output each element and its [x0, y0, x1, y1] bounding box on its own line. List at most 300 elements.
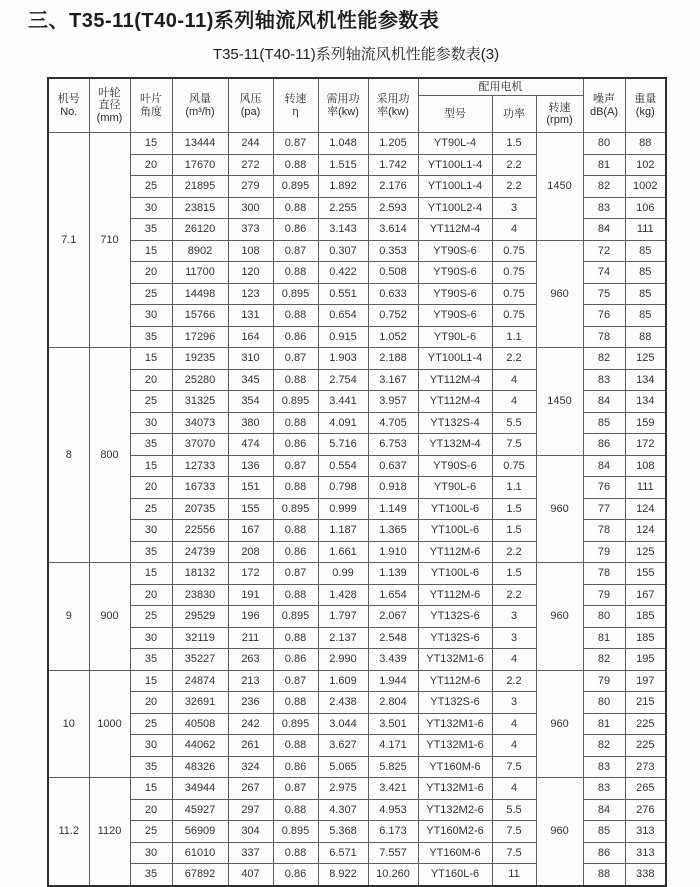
- required-power-cell: 3.627: [318, 735, 368, 757]
- required-power-cell: 2.754: [318, 369, 368, 391]
- flow-cell: 32119: [172, 627, 228, 649]
- required-power-cell: 0.307: [318, 240, 368, 262]
- flow-cell: 31325: [172, 391, 228, 413]
- diameter-cell: 800: [89, 348, 130, 563]
- col-header-flow: 风量 (m³/h): [172, 78, 228, 133]
- motor-power-cell: 1.1: [492, 477, 536, 499]
- weight-cell: 155: [625, 563, 666, 585]
- used-power-cell: 1.742: [368, 154, 418, 176]
- motor-model-cell: YT112M-4: [418, 391, 492, 413]
- motor-model-cell: YT132S-6: [418, 606, 492, 628]
- motor-power-cell: 2.2: [492, 176, 536, 198]
- pressure-cell: 261: [228, 735, 273, 757]
- flow-cell: 8902: [172, 240, 228, 262]
- blade-angle-cell: 35: [130, 326, 172, 348]
- motor-model-cell: YT100L-6: [418, 498, 492, 520]
- required-power-cell: 0.554: [318, 455, 368, 477]
- required-power-cell: 5.716: [318, 434, 368, 456]
- pressure-cell: 123: [228, 283, 273, 305]
- flow-cell: 67892: [172, 864, 228, 886]
- motor-model-cell: YT160M-6: [418, 756, 492, 778]
- used-power-cell: 1.149: [368, 498, 418, 520]
- noise-cell: 74: [583, 262, 625, 284]
- motor-model-cell: YT90S-6: [418, 262, 492, 284]
- pressure-cell: 136: [228, 455, 273, 477]
- pressure-cell: 191: [228, 584, 273, 606]
- col-header-machine-no: 机号 No.: [48, 78, 89, 133]
- noise-cell: 80: [583, 606, 625, 628]
- blade-angle-cell: 15: [130, 348, 172, 370]
- blade-angle-cell: 35: [130, 219, 172, 241]
- blade-angle-cell: 20: [130, 799, 172, 821]
- noise-cell: 79: [583, 670, 625, 692]
- required-power-cell: 5.368: [318, 821, 368, 843]
- motor-model-cell: YT132S-6: [418, 692, 492, 714]
- weight-cell: 185: [625, 627, 666, 649]
- pressure-cell: 108: [228, 240, 273, 262]
- used-power-cell: 4.705: [368, 412, 418, 434]
- motor-model-cell: YT90L-6: [418, 477, 492, 499]
- diameter-cell: 900: [89, 563, 130, 671]
- pressure-cell: 373: [228, 219, 273, 241]
- required-power-cell: 2.255: [318, 197, 368, 219]
- blade-angle-cell: 35: [130, 649, 172, 671]
- motor-rpm-cell: 1450: [536, 133, 583, 241]
- motor-model-cell: YT112M-4: [418, 369, 492, 391]
- blade-angle-cell: 15: [130, 778, 172, 800]
- col-header-used-power: 采用功 率(kw): [368, 78, 418, 133]
- noise-cell: 86: [583, 434, 625, 456]
- required-power-cell: 1.048: [318, 133, 368, 155]
- blade-angle-cell: 15: [130, 563, 172, 585]
- motor-power-cell: 1.1: [492, 326, 536, 348]
- flow-cell: 20735: [172, 498, 228, 520]
- machine-no-cell: 9: [48, 563, 89, 671]
- blade-angle-cell: 15: [130, 455, 172, 477]
- motor-model-cell: YT100L1-4: [418, 348, 492, 370]
- speed-eta-cell: 0.86: [273, 649, 318, 671]
- fan-spec-table: [47, 77, 667, 887]
- noise-cell: 88: [583, 864, 625, 886]
- noise-cell: 85: [583, 412, 625, 434]
- speed-eta-cell: 0.88: [273, 799, 318, 821]
- blade-angle-cell: 20: [130, 584, 172, 606]
- flow-cell: 24874: [172, 670, 228, 692]
- motor-power-cell: 7.5: [492, 756, 536, 778]
- speed-eta-cell: 0.895: [273, 713, 318, 735]
- speed-eta-cell: 0.88: [273, 412, 318, 434]
- weight-cell: 185: [625, 606, 666, 628]
- motor-model-cell: YT90L-6: [418, 326, 492, 348]
- required-power-cell: 1.609: [318, 670, 368, 692]
- speed-eta-cell: 0.86: [273, 756, 318, 778]
- flow-cell: 16733: [172, 477, 228, 499]
- motor-rpm-cell: 960: [536, 455, 583, 563]
- required-power-cell: 6.571: [318, 842, 368, 864]
- weight-cell: 276: [625, 799, 666, 821]
- pressure-cell: 407: [228, 864, 273, 886]
- pressure-cell: 272: [228, 154, 273, 176]
- required-power-cell: 1.892: [318, 176, 368, 198]
- required-power-cell: 0.915: [318, 326, 368, 348]
- motor-model-cell: YT100L2-4: [418, 197, 492, 219]
- used-power-cell: 1.205: [368, 133, 418, 155]
- pressure-cell: 236: [228, 692, 273, 714]
- pressure-cell: 244: [228, 133, 273, 155]
- table-title: T35-11(T40-11)系列轴流风机性能参数表(3): [212, 46, 500, 63]
- blade-angle-cell: 20: [130, 262, 172, 284]
- motor-model-cell: YT100L1-4: [418, 176, 492, 198]
- col-header-motor-rpm: 转速 (rpm): [536, 96, 583, 133]
- motor-model-cell: YT132M1-6: [418, 735, 492, 757]
- weight-cell: 88: [625, 326, 666, 348]
- required-power-cell: 1.903: [318, 348, 368, 370]
- speed-eta-cell: 0.86: [273, 541, 318, 563]
- weight-cell: 111: [625, 477, 666, 499]
- motor-model-cell: YT160M-6: [418, 842, 492, 864]
- pressure-cell: 267: [228, 778, 273, 800]
- used-power-cell: 2.548: [368, 627, 418, 649]
- page-title: 三、T35-11(T40-11)系列轴流风机性能参数表: [28, 10, 440, 32]
- motor-model-cell: YT160L-6: [418, 864, 492, 886]
- required-power-cell: 3.441: [318, 391, 368, 413]
- flow-cell: 13444: [172, 133, 228, 155]
- noise-cell: 83: [583, 756, 625, 778]
- weight-cell: 88: [625, 133, 666, 155]
- required-power-cell: 0.422: [318, 262, 368, 284]
- used-power-cell: 0.918: [368, 477, 418, 499]
- motor-model-cell: YT112M-4: [418, 219, 492, 241]
- noise-cell: 77: [583, 498, 625, 520]
- flow-cell: 29529: [172, 606, 228, 628]
- flow-cell: 19235: [172, 348, 228, 370]
- col-header-blade-angle: 叶片 角度: [130, 78, 172, 133]
- motor-power-cell: 2.2: [492, 584, 536, 606]
- flow-cell: 17670: [172, 154, 228, 176]
- weight-cell: 134: [625, 391, 666, 413]
- required-power-cell: 2.975: [318, 778, 368, 800]
- speed-eta-cell: 0.88: [273, 197, 318, 219]
- noise-cell: 78: [583, 563, 625, 585]
- speed-eta-cell: 0.87: [273, 348, 318, 370]
- blade-angle-cell: 35: [130, 756, 172, 778]
- motor-rpm-cell: 960: [536, 563, 583, 671]
- blade-angle-cell: 20: [130, 154, 172, 176]
- blade-angle-cell: 20: [130, 369, 172, 391]
- weight-cell: 197: [625, 670, 666, 692]
- flow-cell: 23830: [172, 584, 228, 606]
- motor-rpm-cell: 960: [536, 670, 583, 778]
- speed-eta-cell: 0.88: [273, 477, 318, 499]
- pressure-cell: 167: [228, 520, 273, 542]
- flow-cell: 25280: [172, 369, 228, 391]
- required-power-cell: 4.307: [318, 799, 368, 821]
- motor-power-cell: 0.75: [492, 240, 536, 262]
- pressure-cell: 211: [228, 627, 273, 649]
- flow-cell: 44062: [172, 735, 228, 757]
- speed-eta-cell: 0.87: [273, 778, 318, 800]
- noise-cell: 83: [583, 197, 625, 219]
- pressure-cell: 155: [228, 498, 273, 520]
- used-power-cell: 6.753: [368, 434, 418, 456]
- flow-cell: 15766: [172, 305, 228, 327]
- noise-cell: 86: [583, 842, 625, 864]
- motor-model-cell: YT100L1-4: [418, 154, 492, 176]
- motor-model-cell: YT132M1-6: [418, 778, 492, 800]
- flow-cell: 34073: [172, 412, 228, 434]
- flow-cell: 26120: [172, 219, 228, 241]
- required-power-cell: 1.661: [318, 541, 368, 563]
- noise-cell: 75: [583, 283, 625, 305]
- speed-eta-cell: 0.87: [273, 133, 318, 155]
- flow-cell: 12733: [172, 455, 228, 477]
- table-row: [48, 455, 666, 477]
- required-power-cell: 3.143: [318, 219, 368, 241]
- table-row: [48, 670, 666, 692]
- pressure-cell: 474: [228, 434, 273, 456]
- motor-power-cell: 0.75: [492, 262, 536, 284]
- table-body: [48, 133, 666, 886]
- blade-angle-cell: 25: [130, 391, 172, 413]
- required-power-cell: 1.797: [318, 606, 368, 628]
- col-header-motor-group: 配用电机: [418, 78, 583, 96]
- speed-eta-cell: 0.88: [273, 305, 318, 327]
- pressure-cell: 196: [228, 606, 273, 628]
- speed-eta-cell: 0.86: [273, 326, 318, 348]
- pressure-cell: 300: [228, 197, 273, 219]
- weight-cell: 85: [625, 305, 666, 327]
- motor-power-cell: 2.2: [492, 154, 536, 176]
- flow-cell: 24739: [172, 541, 228, 563]
- motor-power-cell: 2.2: [492, 541, 536, 563]
- speed-eta-cell: 0.86: [273, 219, 318, 241]
- motor-model-cell: YT160M2-6: [418, 821, 492, 843]
- pressure-cell: 213: [228, 670, 273, 692]
- table-header: [48, 78, 666, 133]
- motor-power-cell: 3: [492, 692, 536, 714]
- pressure-cell: 263: [228, 649, 273, 671]
- noise-cell: 84: [583, 391, 625, 413]
- speed-eta-cell: 0.87: [273, 670, 318, 692]
- used-power-cell: 2.176: [368, 176, 418, 198]
- motor-power-cell: 4: [492, 219, 536, 241]
- diameter-cell: 1000: [89, 670, 130, 778]
- used-power-cell: 0.353: [368, 240, 418, 262]
- machine-no-cell: 8: [48, 348, 89, 563]
- used-power-cell: 4.171: [368, 735, 418, 757]
- speed-eta-cell: 0.88: [273, 520, 318, 542]
- speed-eta-cell: 0.895: [273, 283, 318, 305]
- noise-cell: 85: [583, 821, 625, 843]
- pressure-cell: 151: [228, 477, 273, 499]
- speed-eta-cell: 0.88: [273, 584, 318, 606]
- col-header-noise: 噪声 dB(A): [583, 78, 625, 133]
- blade-angle-cell: 25: [130, 713, 172, 735]
- col-header-pressure: 风压 (pa): [228, 78, 273, 133]
- motor-power-cell: 7.5: [492, 821, 536, 843]
- pressure-cell: 304: [228, 821, 273, 843]
- pressure-cell: 131: [228, 305, 273, 327]
- motor-power-cell: 7.5: [492, 842, 536, 864]
- used-power-cell: 1.052: [368, 326, 418, 348]
- noise-cell: 80: [583, 692, 625, 714]
- pressure-cell: 279: [228, 176, 273, 198]
- noise-cell: 83: [583, 369, 625, 391]
- noise-cell: 84: [583, 799, 625, 821]
- used-power-cell: 10.260: [368, 864, 418, 886]
- blade-angle-cell: 30: [130, 305, 172, 327]
- motor-power-cell: 5.5: [492, 799, 536, 821]
- blade-angle-cell: 35: [130, 541, 172, 563]
- weight-cell: 338: [625, 864, 666, 886]
- pressure-cell: 310: [228, 348, 273, 370]
- speed-eta-cell: 0.88: [273, 369, 318, 391]
- motor-rpm-cell: 960: [536, 778, 583, 886]
- machine-no-cell: 7.1: [48, 133, 89, 348]
- required-power-cell: 0.798: [318, 477, 368, 499]
- weight-cell: 167: [625, 584, 666, 606]
- used-power-cell: 0.508: [368, 262, 418, 284]
- machine-no-cell: 11.2: [48, 778, 89, 886]
- weight-cell: 125: [625, 541, 666, 563]
- speed-eta-cell: 0.88: [273, 627, 318, 649]
- pressure-cell: 208: [228, 541, 273, 563]
- noise-cell: 81: [583, 154, 625, 176]
- motor-model-cell: YT112M-6: [418, 584, 492, 606]
- noise-cell: 82: [583, 348, 625, 370]
- diameter-cell: 710: [89, 133, 130, 348]
- table-row: [48, 348, 666, 370]
- noise-cell: 82: [583, 649, 625, 671]
- motor-model-cell: YT100L-6: [418, 563, 492, 585]
- table-row: [48, 563, 666, 585]
- weight-cell: 124: [625, 520, 666, 542]
- speed-eta-cell: 0.895: [273, 821, 318, 843]
- flow-cell: 35227: [172, 649, 228, 671]
- flow-cell: 22556: [172, 520, 228, 542]
- motor-power-cell: 3: [492, 606, 536, 628]
- used-power-cell: 2.188: [368, 348, 418, 370]
- flow-cell: 32691: [172, 692, 228, 714]
- col-header-required-power: 需用功 率(kw): [318, 78, 368, 133]
- blade-angle-cell: 25: [130, 498, 172, 520]
- pressure-cell: 120: [228, 262, 273, 284]
- motor-model-cell: YT90S-6: [418, 455, 492, 477]
- blade-angle-cell: 30: [130, 520, 172, 542]
- flow-cell: 34944: [172, 778, 228, 800]
- noise-cell: 83: [583, 778, 625, 800]
- noise-cell: 81: [583, 627, 625, 649]
- motor-model-cell: YT112M-6: [418, 541, 492, 563]
- used-power-cell: 2.067: [368, 606, 418, 628]
- weight-cell: 106: [625, 197, 666, 219]
- motor-model-cell: YT90S-6: [418, 283, 492, 305]
- required-power-cell: 1.515: [318, 154, 368, 176]
- motor-power-cell: 5.5: [492, 412, 536, 434]
- used-power-cell: 4.953: [368, 799, 418, 821]
- weight-cell: 85: [625, 240, 666, 262]
- flow-cell: 45927: [172, 799, 228, 821]
- table-row: [48, 133, 666, 155]
- used-power-cell: 2.593: [368, 197, 418, 219]
- noise-cell: 76: [583, 477, 625, 499]
- speed-eta-cell: 0.88: [273, 692, 318, 714]
- motor-power-cell: 0.75: [492, 455, 536, 477]
- weight-cell: 108: [625, 455, 666, 477]
- required-power-cell: 1.187: [318, 520, 368, 542]
- table-row: [48, 778, 666, 800]
- speed-eta-cell: 0.86: [273, 864, 318, 886]
- weight-cell: 85: [625, 283, 666, 305]
- required-power-cell: 0.551: [318, 283, 368, 305]
- motor-power-cell: 0.75: [492, 283, 536, 305]
- weight-cell: 102: [625, 154, 666, 176]
- flow-cell: 48326: [172, 756, 228, 778]
- used-power-cell: 3.614: [368, 219, 418, 241]
- used-power-cell: 2.804: [368, 692, 418, 714]
- noise-cell: 79: [583, 541, 625, 563]
- speed-eta-cell: 0.87: [273, 563, 318, 585]
- used-power-cell: 0.752: [368, 305, 418, 327]
- blade-angle-cell: 30: [130, 842, 172, 864]
- weight-cell: 172: [625, 434, 666, 456]
- noise-cell: 82: [583, 735, 625, 757]
- pressure-cell: 337: [228, 842, 273, 864]
- diameter-cell: 1120: [89, 778, 130, 886]
- speed-eta-cell: 0.895: [273, 498, 318, 520]
- motor-model-cell: YT132M1-6: [418, 713, 492, 735]
- motor-power-cell: 4: [492, 713, 536, 735]
- blade-angle-cell: 15: [130, 670, 172, 692]
- pressure-cell: 297: [228, 799, 273, 821]
- blade-angle-cell: 25: [130, 821, 172, 843]
- speed-eta-cell: 0.86: [273, 434, 318, 456]
- used-power-cell: 3.439: [368, 649, 418, 671]
- speed-eta-cell: 0.88: [273, 262, 318, 284]
- speed-eta-cell: 0.88: [273, 842, 318, 864]
- machine-no-cell: 10: [48, 670, 89, 778]
- used-power-cell: 3.501: [368, 713, 418, 735]
- used-power-cell: 6.173: [368, 821, 418, 843]
- used-power-cell: 0.637: [368, 455, 418, 477]
- required-power-cell: 2.990: [318, 649, 368, 671]
- used-power-cell: 7.557: [368, 842, 418, 864]
- weight-cell: 134: [625, 369, 666, 391]
- motor-power-cell: 4: [492, 649, 536, 671]
- blade-angle-cell: 15: [130, 133, 172, 155]
- used-power-cell: 3.167: [368, 369, 418, 391]
- motor-power-cell: 4: [492, 778, 536, 800]
- blade-angle-cell: 20: [130, 477, 172, 499]
- motor-power-cell: 7.5: [492, 434, 536, 456]
- motor-model-cell: YT112M-6: [418, 670, 492, 692]
- weight-cell: 195: [625, 649, 666, 671]
- weight-cell: 313: [625, 821, 666, 843]
- required-power-cell: 5.065: [318, 756, 368, 778]
- weight-cell: 225: [625, 713, 666, 735]
- flow-cell: 21895: [172, 176, 228, 198]
- motor-power-cell: 11: [492, 864, 536, 886]
- blade-angle-cell: 30: [130, 735, 172, 757]
- noise-cell: 78: [583, 520, 625, 542]
- required-power-cell: 8.922: [318, 864, 368, 886]
- blade-angle-cell: 20: [130, 692, 172, 714]
- flow-cell: 37070: [172, 434, 228, 456]
- speed-eta-cell: 0.895: [273, 606, 318, 628]
- weight-cell: 313: [625, 842, 666, 864]
- noise-cell: 78: [583, 326, 625, 348]
- speed-eta-cell: 0.87: [273, 240, 318, 262]
